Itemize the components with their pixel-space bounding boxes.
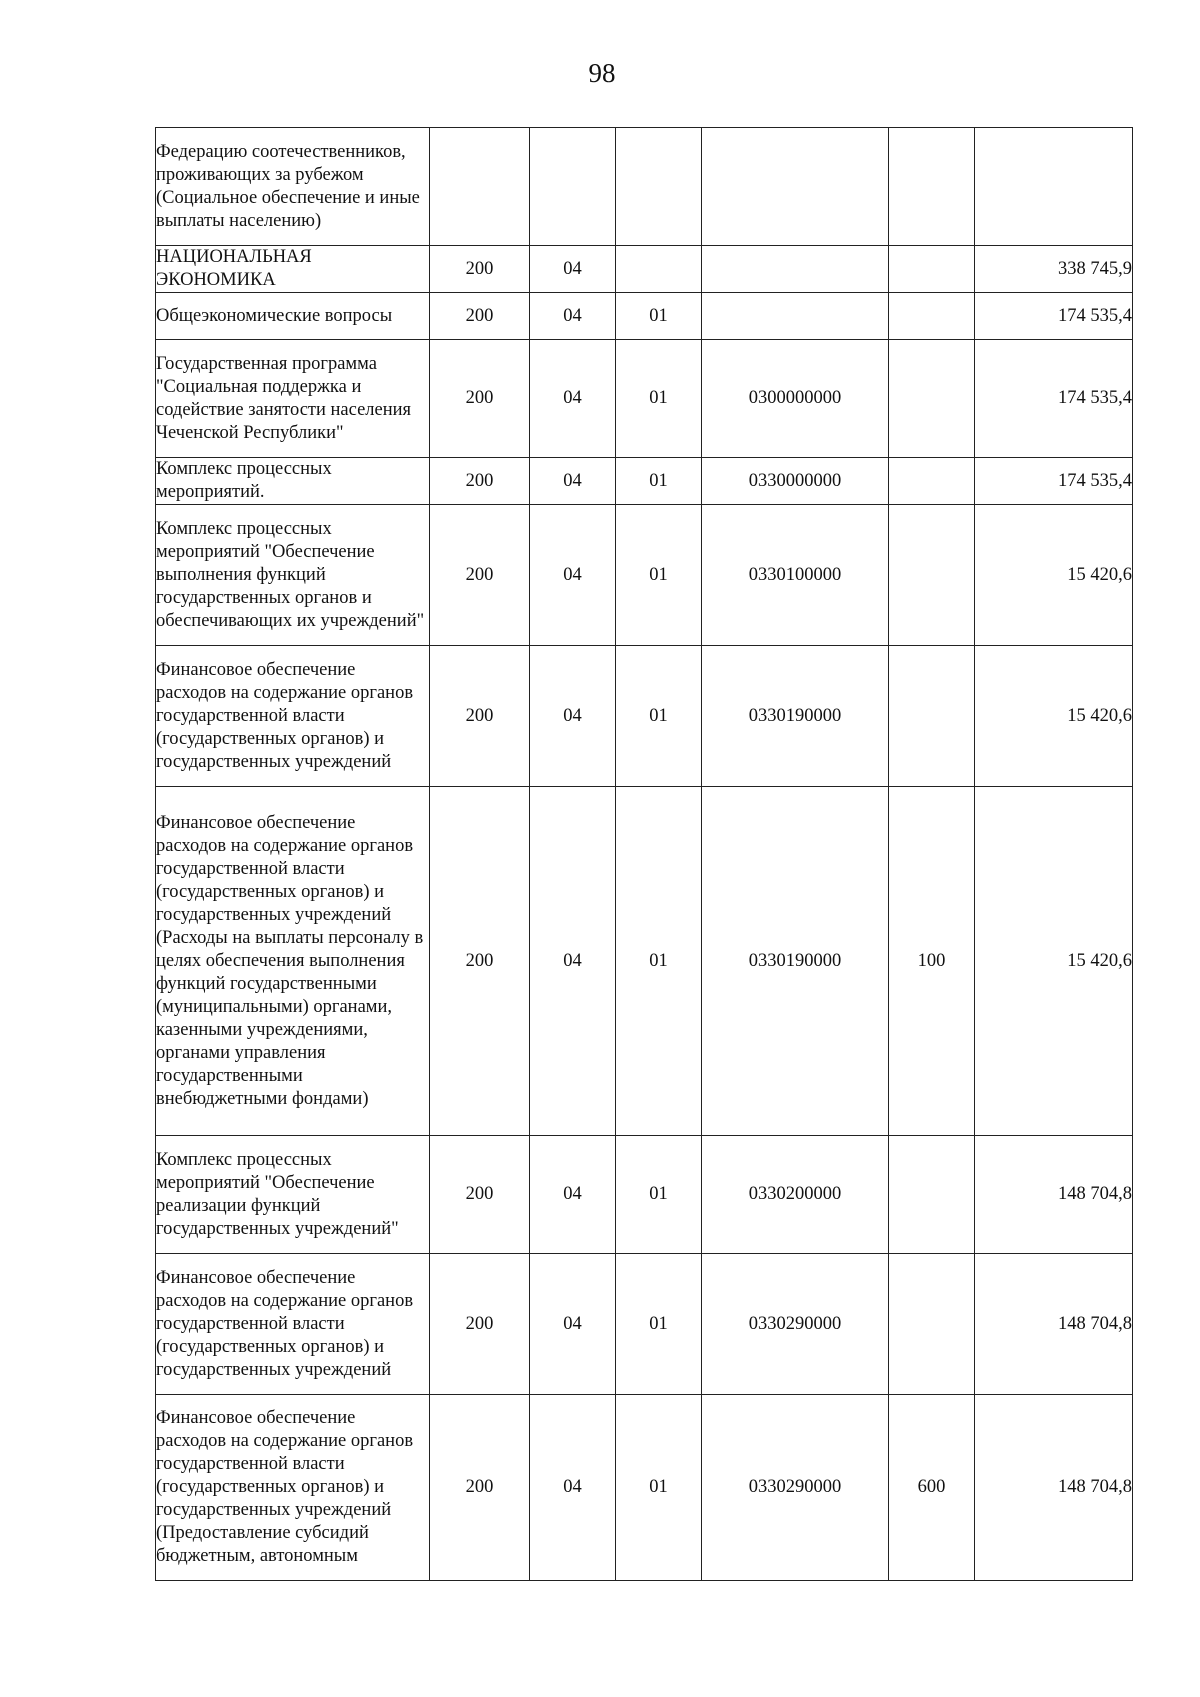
row-name: Комплекс процессных мероприятий "Обеспечение выполнения функций государственных органов и обеспечивающих их учреждений" (156, 505, 430, 646)
cell-grbs: 200 (430, 646, 530, 787)
table-row (156, 505, 1133, 646)
table-row (156, 1136, 1133, 1254)
cell-subsection (616, 128, 702, 246)
table-row (156, 128, 1133, 246)
cell-expense-type (889, 340, 975, 458)
cell-target-article: 0330190000 (702, 646, 889, 787)
cell-subsection: 01 (616, 646, 702, 787)
cell-target-article: 0330000000 (702, 458, 889, 505)
cell-sum: 15 420,6 (975, 787, 1133, 1136)
cell-sum: 15 420,6 (975, 646, 1133, 787)
cell-section (530, 128, 616, 246)
cell-expense-type (889, 646, 975, 787)
cell-sum: 174 535,4 (975, 340, 1133, 458)
cell-target-article (702, 128, 889, 246)
cell-target-article: 0300000000 (702, 340, 889, 458)
cell-subsection: 01 (616, 787, 702, 1136)
cell-expense-type (889, 1254, 975, 1395)
cell-grbs: 200 (430, 787, 530, 1136)
cell-subsection: 01 (616, 293, 702, 340)
row-name: Финансовое обеспечение расходов на содержание органов государственной власти (государственных органов) и государственных учреждений (Предоставление субсидий бюджетным, автономным (156, 1395, 430, 1581)
cell-sum: 148 704,8 (975, 1254, 1133, 1395)
cell-sum: 148 704,8 (975, 1136, 1133, 1254)
cell-target-article: 0330290000 (702, 1254, 889, 1395)
cell-section: 04 (530, 246, 616, 293)
table-row (156, 246, 1133, 293)
row-name: НАЦИОНАЛЬНАЯ ЭКОНОМИКА (156, 246, 430, 293)
cell-expense-type: 600 (889, 1395, 975, 1581)
cell-subsection: 01 (616, 340, 702, 458)
cell-grbs: 200 (430, 340, 530, 458)
cell-grbs: 200 (430, 1254, 530, 1395)
row-name: Комплекс процессных мероприятий "Обеспечение реализации функций государственных учреждений" (156, 1136, 430, 1254)
row-name: Федерацию соотечественников, проживающих за рубежом (Социальное обеспечение и иные выплаты населению) (156, 128, 430, 246)
cell-subsection: 01 (616, 1136, 702, 1254)
row-name: Общеэкономические вопросы (156, 293, 430, 340)
cell-sum: 174 535,4 (975, 458, 1133, 505)
row-name: Комплекс процессных мероприятий. (156, 458, 430, 505)
cell-target-article (702, 293, 889, 340)
cell-subsection: 01 (616, 458, 702, 505)
cell-section: 04 (530, 1395, 616, 1581)
table-row (156, 1395, 1133, 1581)
cell-section: 04 (530, 646, 616, 787)
table-row (156, 293, 1133, 340)
cell-section: 04 (530, 458, 616, 505)
cell-grbs: 200 (430, 293, 530, 340)
cell-subsection: 01 (616, 1395, 702, 1581)
cell-section: 04 (530, 1136, 616, 1254)
cell-subsection (616, 246, 702, 293)
cell-target-article: 0330200000 (702, 1136, 889, 1254)
budget-table (155, 127, 1133, 1581)
cell-grbs: 200 (430, 458, 530, 505)
table-row (156, 340, 1133, 458)
cell-sum: 15 420,6 (975, 505, 1133, 646)
cell-expense-type: 100 (889, 787, 975, 1136)
row-name: Государственная программа "Социальная поддержка и содействие занятости населения Чеченской Республики" (156, 340, 430, 458)
cell-subsection: 01 (616, 505, 702, 646)
cell-expense-type (889, 505, 975, 646)
cell-sum: 174 535,4 (975, 293, 1133, 340)
table-row (156, 787, 1133, 1136)
row-name: Финансовое обеспечение расходов на содержание органов государственной власти (государственных органов) и государственных учреждений (156, 1254, 430, 1395)
table-row (156, 458, 1133, 505)
cell-section: 04 (530, 505, 616, 646)
cell-expense-type (889, 246, 975, 293)
cell-sum: 148 704,8 (975, 1395, 1133, 1581)
cell-section: 04 (530, 1254, 616, 1395)
cell-grbs: 200 (430, 1395, 530, 1581)
cell-sum: 338 745,9 (975, 246, 1133, 293)
cell-section: 04 (530, 340, 616, 458)
cell-grbs (430, 128, 530, 246)
cell-grbs: 200 (430, 505, 530, 646)
row-name: Финансовое обеспечение расходов на содержание органов государственной власти (государственных органов) и государственных учреждений (Расходы на выплаты персоналу в целях обеспечения выполнения функций государственными (муниципальными) органами, казенными учреждениями, органами управления государственными внебюджетными фондами) (156, 787, 430, 1136)
table-row (156, 1254, 1133, 1395)
cell-expense-type (889, 1136, 975, 1254)
cell-subsection: 01 (616, 1254, 702, 1395)
cell-section: 04 (530, 787, 616, 1136)
table-row (156, 646, 1133, 787)
cell-sum (975, 128, 1133, 246)
cell-grbs: 200 (430, 1136, 530, 1254)
cell-section: 04 (530, 293, 616, 340)
cell-expense-type (889, 458, 975, 505)
row-name: Финансовое обеспечение расходов на содержание органов государственной власти (государственных органов) и государственных учреждений (156, 646, 430, 787)
cell-expense-type (889, 293, 975, 340)
cell-target-article: 0330100000 (702, 505, 889, 646)
cell-target-article (702, 246, 889, 293)
cell-grbs: 200 (430, 246, 530, 293)
page-number: 98 (588, 58, 616, 88)
cell-expense-type (889, 128, 975, 246)
cell-target-article: 0330190000 (702, 787, 889, 1136)
cell-target-article: 0330290000 (702, 1395, 889, 1581)
